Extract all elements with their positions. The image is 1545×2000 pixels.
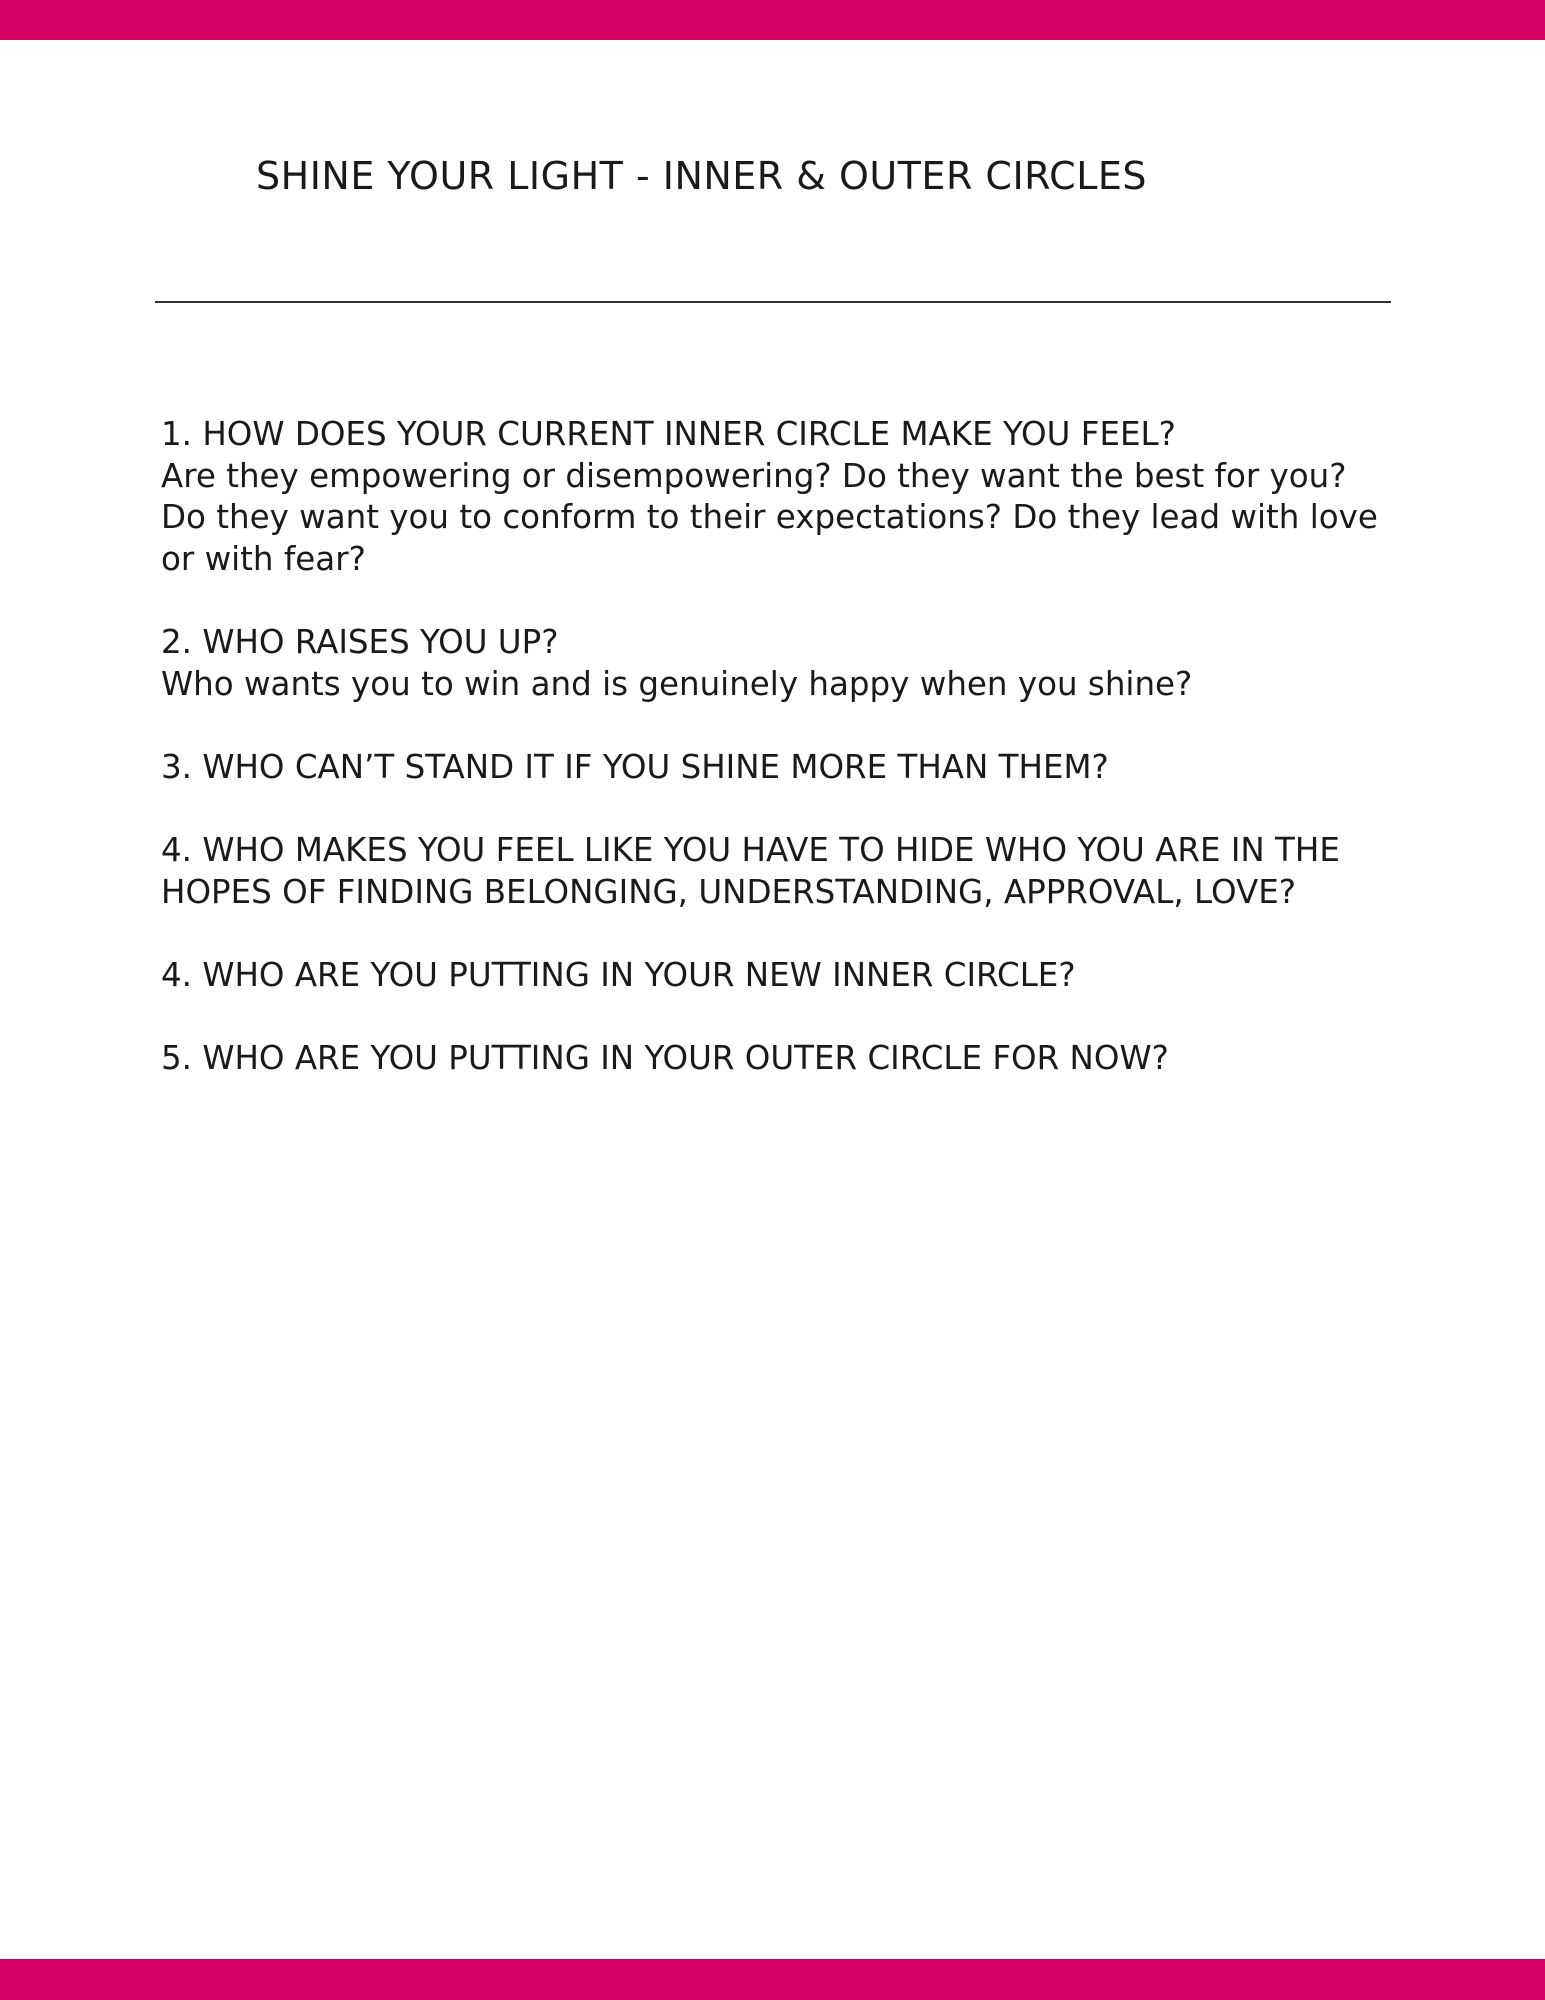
- question-2-prompt: Who wants you to win and is genuinely happy when you shine?: [161, 664, 1193, 703]
- question-list: [161, 414, 1391, 1121]
- question-5-heading: 4. WHO ARE YOU PUTTING IN YOUR NEW INNER CIRCLE?: [161, 955, 1076, 994]
- question-5: [161, 955, 1391, 997]
- question-4-heading: 4. WHO MAKES YOU FEEL LIKE YOU HAVE TO HIDE WHO YOU ARE IN THE HOPES OF FINDING BELONGING, UNDERSTANDING, APPROVAL, LOVE?: [161, 830, 1351, 911]
- title-divider: [155, 301, 1391, 303]
- question-4: [161, 830, 1391, 913]
- question-2: [161, 622, 1391, 705]
- top-accent-bar: [0, 0, 1545, 40]
- question-3-heading: 3. WHO CAN’T STAND IT IF YOU SHINE MORE THAN THEM?: [161, 747, 1109, 786]
- question-1: [161, 414, 1391, 580]
- question-2-heading: 2. WHO RAISES YOU UP?: [161, 622, 559, 661]
- question-3: [161, 747, 1391, 789]
- question-6-heading: 5. WHO ARE YOU PUTTING IN YOUR OUTER CIRCLE FOR NOW?: [161, 1038, 1169, 1077]
- bottom-accent-bar: [0, 1959, 1545, 2000]
- page-title: SHINE YOUR LIGHT - INNER & OUTER CIRCLES: [256, 154, 1148, 198]
- question-1-heading: 1. HOW DOES YOUR CURRENT INNER CIRCLE MAKE YOU FEEL?: [161, 415, 1176, 453]
- question-6: [161, 1038, 1391, 1080]
- question-1-prompt: Are they empowering or disempowering? Do they want the best for you? Do they want you to conform to their expectations? Do they lead with love or with fear?: [161, 456, 1389, 578]
